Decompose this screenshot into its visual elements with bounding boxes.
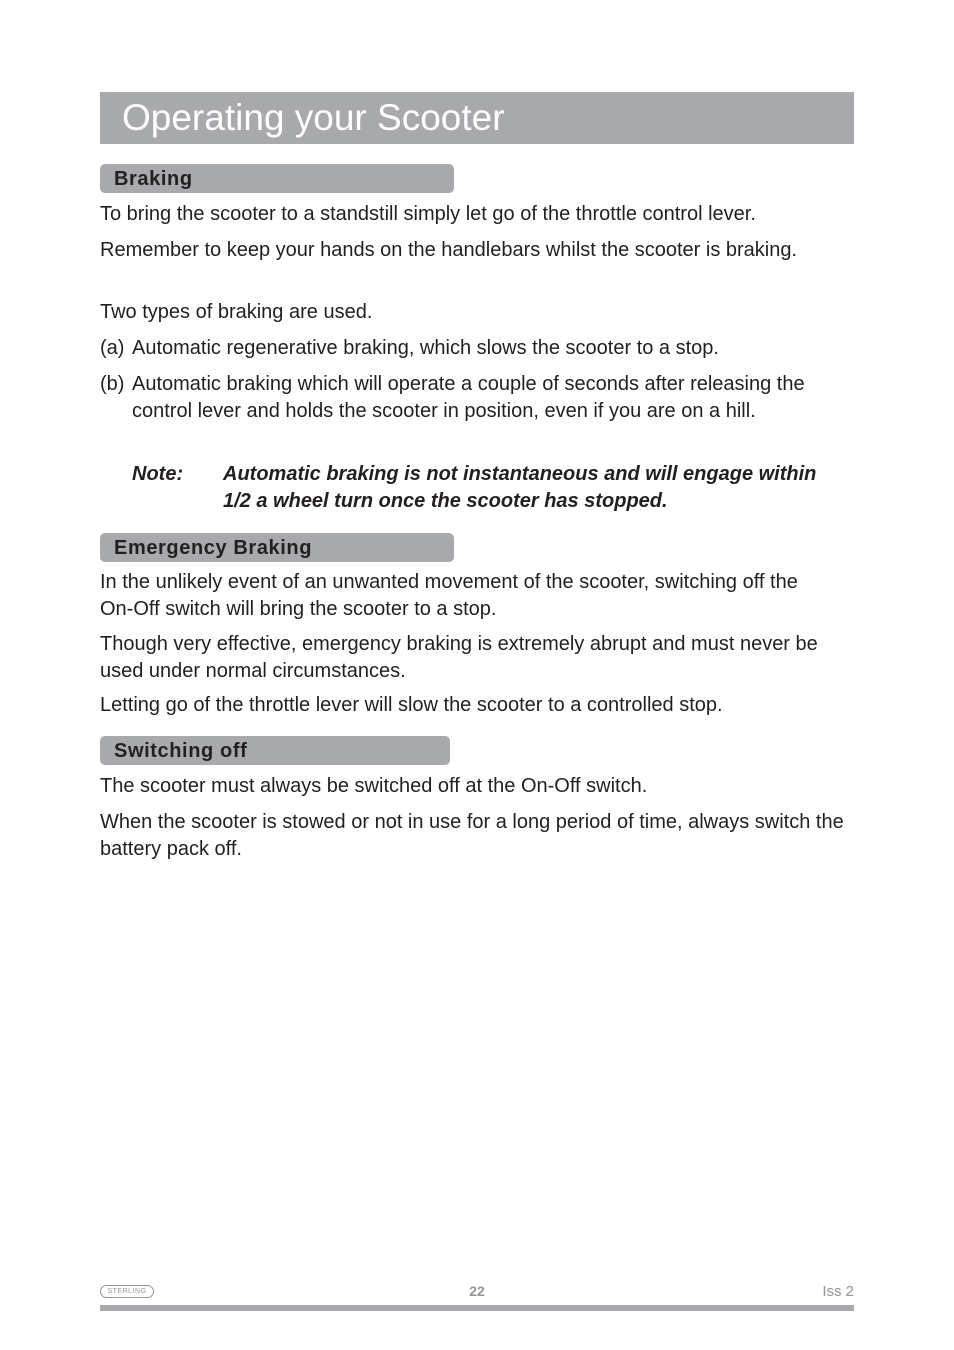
note-label: Note: bbox=[132, 463, 184, 485]
sterling-logo-icon bbox=[100, 1285, 154, 1298]
footer-rule bbox=[100, 1305, 854, 1311]
section-heading-text: Braking bbox=[114, 168, 193, 190]
paragraph: When the scooter is stowed or not in use for a long period of time, always switch the battery pack off. bbox=[100, 811, 844, 860]
issue-label: Iss 2 bbox=[822, 1283, 854, 1300]
paragraph: Two types of braking are used. bbox=[100, 301, 373, 323]
list-text: Automatic braking which will operate a couple of seconds after releasing the control lever and holds the scooter in position, even if you are on a hill. bbox=[132, 373, 805, 422]
paragraph: Remember to keep your hands on the handlebars whilst the scooter is braking. bbox=[100, 239, 798, 261]
paragraph: The scooter must always be switched off at the On-Off switch. bbox=[100, 775, 648, 797]
note-text: Automatic braking is not instantaneous and will engage within 1/2 a wheel turn once the scooter has stopped. bbox=[223, 463, 817, 512]
page-title-bar bbox=[100, 92, 854, 144]
paragraph: To bring the scooter to a standstill simply let go of the throttle control lever. bbox=[100, 203, 756, 225]
section-heading-emergency-braking bbox=[100, 533, 454, 562]
paragraph: Though very effective, emergency braking is extremely abrupt and must never be used under normal circumstances. bbox=[100, 633, 818, 682]
section-heading-text: Switching off bbox=[114, 740, 248, 762]
section-heading-text: Emergency Braking bbox=[114, 537, 313, 559]
paragraph: In the unlikely event of an unwanted movement of the scooter, switching off the On-Off switch will bring the scooter to a stop. bbox=[100, 571, 798, 620]
section-heading-braking bbox=[100, 164, 454, 193]
paragraph: Letting go of the throttle lever will slow the scooter to a controlled stop. bbox=[100, 694, 723, 716]
list-text: Automatic regenerative braking, which slows the scooter to a stop. bbox=[132, 337, 719, 359]
section-heading-switching-off bbox=[100, 736, 450, 765]
list-marker: (b) bbox=[100, 373, 125, 395]
logo-text: STERLING bbox=[107, 1288, 147, 1295]
page-number: 22 bbox=[469, 1283, 485, 1299]
page-title: Operating your Scooter bbox=[122, 97, 505, 138]
list-marker: (a) bbox=[100, 337, 125, 359]
